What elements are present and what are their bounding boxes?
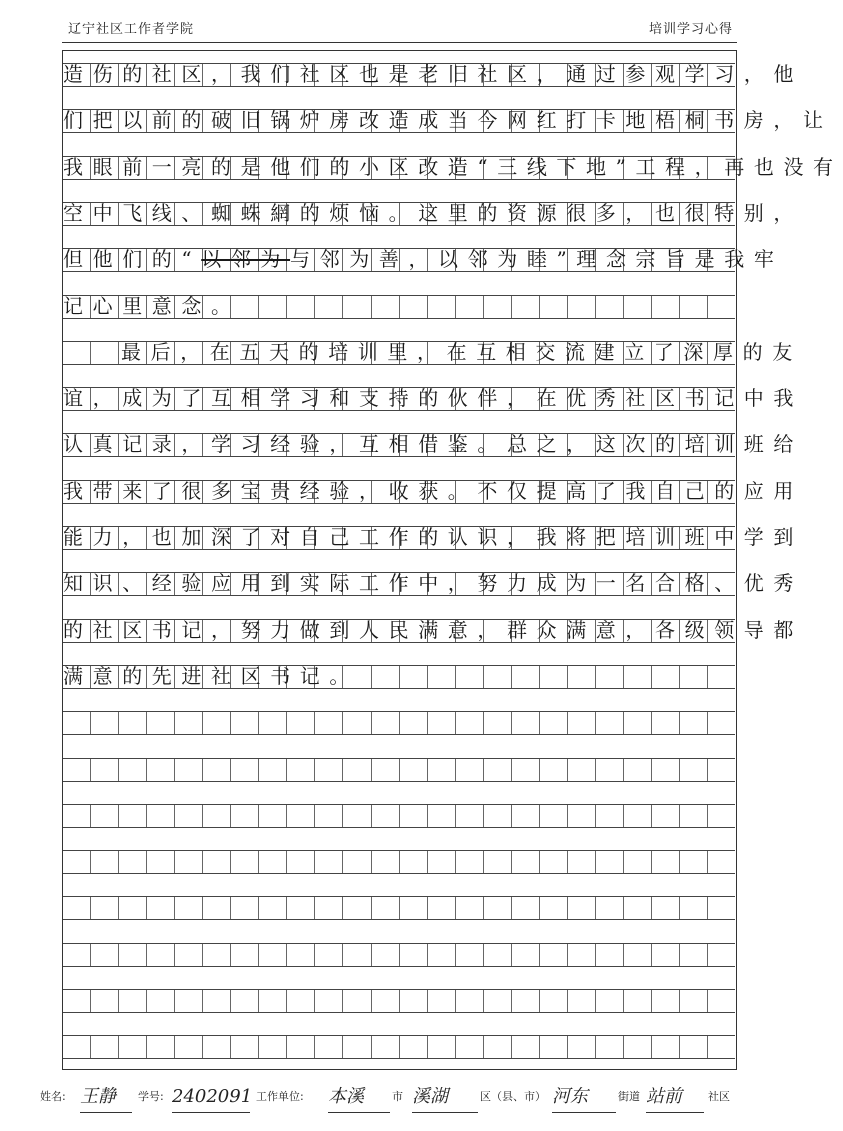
handwritten-line: 我眼前一亮的是他们的小区改造“三线下地”工程，再也没有 bbox=[63, 154, 843, 179]
grid-row bbox=[63, 850, 735, 874]
student-id-value: 2402091 bbox=[172, 1082, 250, 1113]
grid-row bbox=[63, 896, 735, 920]
handwritten-line: 满意的先进社区书记。 bbox=[63, 663, 359, 688]
grid-row bbox=[63, 758, 735, 782]
community-value: 站前 bbox=[646, 1082, 704, 1113]
handwritten-line: 们把以前的破旧锅炉房改造成当今网红打卡地梧桐书房，让 bbox=[63, 108, 833, 133]
handwritten-line: 但他们的“以邻为与邻为善，以邻为睦”理念宗旨是我牢 bbox=[63, 247, 784, 272]
struck-out-text: 以邻为 bbox=[201, 247, 291, 272]
community-suffix: 社区 bbox=[708, 1090, 730, 1103]
handwritten-line: 记心里意念。 bbox=[63, 293, 241, 318]
form-title: 培训学习心得 bbox=[648, 22, 733, 37]
handwritten-line: 的社区书记，努力做到人民满意，群众满意，各级领导都 bbox=[63, 617, 803, 642]
district-suffix: 区（县、市） bbox=[480, 1090, 546, 1103]
writing-grid bbox=[62, 50, 843, 1070]
grid-row bbox=[63, 711, 735, 735]
city-value: 本溪 bbox=[328, 1082, 390, 1113]
name-label: 姓名: bbox=[40, 1090, 66, 1103]
grid-row bbox=[63, 804, 735, 828]
district-value: 溪湖 bbox=[412, 1082, 478, 1113]
student-id-label: 学号: bbox=[138, 1090, 164, 1103]
header-rule bbox=[62, 42, 737, 43]
grid-row bbox=[63, 1035, 735, 1059]
handwritten-line: 最后，在五天的培训里，在互相交流建立了深厚的友 bbox=[121, 339, 802, 364]
grid-row bbox=[63, 989, 735, 1013]
handwritten-line: 我带来了很多宝贵经验，收获。不仅提高了我自己的应用 bbox=[63, 478, 803, 503]
institution-name: 辽宁社区工作者学院 bbox=[68, 22, 195, 37]
handwritten-line: 知识、经验应用到实际工作中，努力成为一名合格、优秀 bbox=[63, 571, 803, 596]
handwritten-line: 造伤的社区，我们社区也是老旧社区，通过参观学习，他 bbox=[63, 62, 803, 86]
name-value: 王静 bbox=[80, 1082, 132, 1113]
handwritten-line: 谊，成为了互相学习和支持的伙伴，在优秀社区书记中我 bbox=[63, 386, 803, 411]
handwritten-line: 空中飞线、蜘蛛網的烦恼。这里的资源很多，也很特别， bbox=[63, 200, 803, 225]
footer-info bbox=[40, 1082, 760, 1112]
grid-row bbox=[63, 943, 735, 967]
street-value: 河东 bbox=[552, 1082, 616, 1113]
handwritten-line: 认真记录，学习经验，互相借鉴。总之，这次的培训班给 bbox=[63, 432, 803, 457]
street-suffix: 街道 bbox=[618, 1090, 640, 1103]
city-suffix: 市 bbox=[392, 1090, 403, 1103]
work-unit-label: 工作单位: bbox=[256, 1090, 304, 1103]
handwritten-line: 能力，也加深了对自己工作的认识，我将把培训班中学到 bbox=[63, 525, 803, 549]
